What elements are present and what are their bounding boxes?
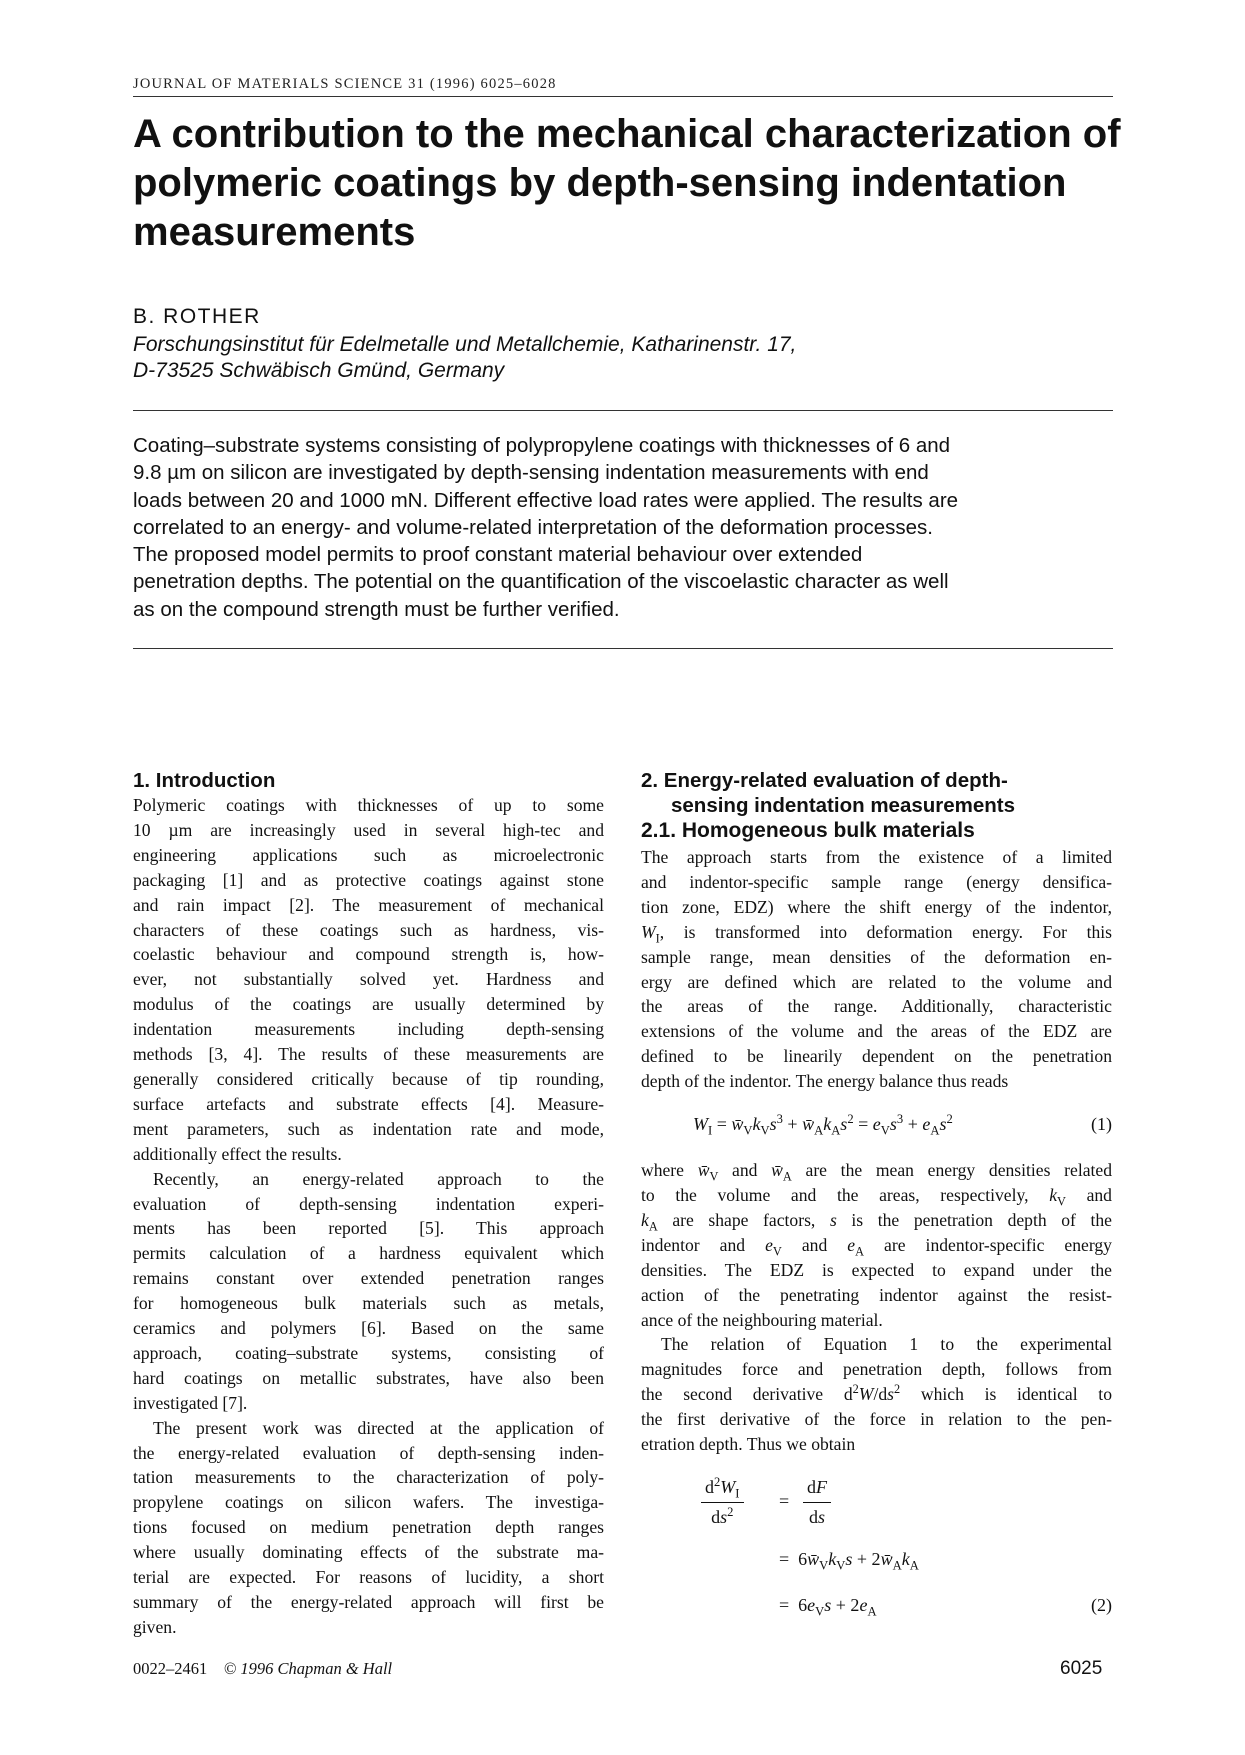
text-line: coelastic behaviour and compound strength is, how- <box>133 944 604 965</box>
text-line: The approach starts from the existence of a limited <box>641 847 1112 867</box>
equation-1-body: $W_I$ = $w̄_Vk_Vs^3$ + $w̄_Ak_As^2 = e_Vs^3 + e_As^2$ <box>693 1112 953 1138</box>
text-fragment: and <box>801 1234 828 1255</box>
text-line: tion zone, EDZ) where the shift energy of the indentor, <box>641 896 1112 917</box>
equation-1 <box>641 1098 1112 1154</box>
text-line: approach, coating–substrate systems, consisting of <box>133 1342 604 1363</box>
text-line: sample range, mean densities of the deformation en- <box>641 946 1112 967</box>
text-line: and indentor-specific sample range (energy densifica- <box>641 871 1112 892</box>
abstract-rule-bottom <box>133 648 1113 649</box>
author-name: B. ROTHER <box>133 305 261 328</box>
left-column <box>133 768 604 1640</box>
text-line: ments has been reported [5]. This approach <box>133 1218 604 1239</box>
text-line: where $w̄_V$ and $w̄_A$ are the mean energy densities related <box>641 1160 1113 1184</box>
text-line: tions focused on medium penetration depth ranges <box>133 1517 604 1538</box>
equation-2-line-3: = $6e_Vs + 2e_A$ <box>779 1594 877 1619</box>
equation-2-lhs-fraction: $\frac{d^2W_I}{ds^2}$ <box>701 1475 744 1530</box>
text-line: densities. The EDZ is expected to expand under the <box>641 1259 1112 1280</box>
section-heading-line: 2. Energy-related evaluation of depth- <box>641 769 1008 792</box>
text-line: indentor and $e_V$ and $e_A$ are indentor-specific energy <box>641 1234 1112 1259</box>
subsection-heading: 2.1. Homogeneous bulk materials <box>641 819 975 842</box>
text-line: 10 µm are increasingly used in several high-tec and <box>133 819 604 840</box>
equation-number: (2) <box>1091 1594 1112 1615</box>
text-line: ergy are defined which are related to the volume and <box>641 971 1112 992</box>
affiliation-line: Forschungsinstitut für Edelmetalle und Metallchemie, Katharinenstr. 17, <box>133 333 797 356</box>
equation-2-rhs-fraction: $\frac{dF}{ds}$ <box>803 1475 831 1530</box>
abstract-line: 9.8 µm on silicon are investigated by depth-sensing indentation measurements with end <box>133 461 929 485</box>
text-line: Recently, an energy-related approach to the <box>153 1168 604 1189</box>
header-rule <box>133 96 1113 97</box>
abstract-rule-top <box>133 410 1113 411</box>
text-line: evaluation of depth-sensing indentation experi- <box>133 1193 604 1214</box>
text-line: ance of the neighbouring material. <box>641 1309 883 1330</box>
abstract-line: The proposed model permits to proof constant material behaviour over extended <box>133 543 863 567</box>
equation-2-equals: = <box>779 1490 790 1511</box>
energy-paragraph-2 <box>641 1158 1112 1332</box>
footer-issn <box>133 1659 392 1679</box>
author-affiliation <box>133 332 1033 384</box>
section-heading-energy <box>641 768 1112 818</box>
intro-paragraph-3 <box>133 1416 604 1640</box>
text-line: $k_A$ are shape factors, s is the penetration depth of the <box>641 1209 1112 1234</box>
text-fragment: and <box>1086 1184 1112 1205</box>
text-line: remains constant over extended penetration ranges <box>133 1268 604 1289</box>
text-fragment: which is identical to <box>920 1384 1112 1405</box>
copyright: © 1996 Chapman & Hall <box>223 1659 393 1678</box>
section-heading-line: sensing indentation measurements <box>671 794 1016 817</box>
text-line: generally considered critically because of tip rounding, <box>133 1068 604 1089</box>
text-line: action of the penetrating indentor against the resist- <box>641 1284 1112 1305</box>
text-fragment: and <box>732 1160 758 1181</box>
intro-paragraph-1 <box>133 793 604 1167</box>
journal-header: JOURNAL OF MATERIALS SCIENCE 31 (1996) 6025–6028 <box>133 76 557 92</box>
text-line: The relation of Equation 1 to the experimental <box>661 1334 1112 1355</box>
text-line: modulus of the coatings are usually determined by <box>133 994 604 1015</box>
equation-2-line-2: = $6w̄_Vk_Vs$ + $2w̄_Ak_A$ <box>779 1548 919 1573</box>
text-line: tation measurements to the characterization of poly- <box>133 1467 604 1488</box>
text-line: characters of these coatings such as hardness, vis- <box>133 919 604 940</box>
text-fragment: to the volume and the areas, respectively, <box>641 1184 1029 1205</box>
text-line: methods [3, 4]. The results of these measurements are <box>133 1044 604 1065</box>
abstract-line: loads between 20 and 1000 mN. Different effective load rates were applied. The results are <box>133 488 959 512</box>
text-line: ever, not substantially solved yet. Hardness and <box>133 969 604 990</box>
abstract-line: Coating–substrate systems consisting of polypropylene coatings with thicknesses of 6 and <box>133 434 951 457</box>
text-fragment: is the penetration depth of the <box>851 1209 1112 1230</box>
text-line: investigated [7]. <box>133 1392 248 1413</box>
text-line: hard coatings on metallic substrates, have also been <box>133 1367 604 1388</box>
text-line: $W_I$, is transformed into deformation energy. For this <box>641 921 1112 946</box>
energy-paragraph-1 <box>641 845 1112 1094</box>
abstract-line: correlated to an energy- and volume-related interpretation of the deformation processes. <box>133 515 933 539</box>
text-line: engineering applications such as microelectronic <box>133 844 604 865</box>
text-fragment: are indentor-specific energy <box>884 1234 1112 1255</box>
text-fragment: is transformed into deformation energy. For this <box>683 921 1112 942</box>
page-number: 6025 <box>1060 1658 1103 1679</box>
text-line: depth of the indentor. The energy balance thus reads <box>641 1071 1009 1092</box>
text-line: etration depth. Thus we obtain <box>641 1434 856 1455</box>
abstract-line: penetration depths. The potential on the quantification of the viscoelastic character as well <box>133 570 949 594</box>
text-line: terial are expected. For reasons of lucidity, a short <box>133 1567 604 1588</box>
text-fragment: the second derivative <box>641 1384 824 1405</box>
text-line: permits calculation of a hardness equivalent which <box>133 1243 604 1264</box>
intro-paragraph-2 <box>133 1167 604 1416</box>
text-fragment: indentor and <box>641 1234 746 1255</box>
abstract-line: as on the compound strength must be further verified. <box>133 597 620 621</box>
affiliation-line: D-73525 Schwäbisch Gmünd, Germany <box>133 359 505 382</box>
text-fragment: are shape factors, <box>672 1209 816 1230</box>
text-line: given. <box>133 1616 177 1637</box>
text-line: the areas of the range. Additionally, characteristic <box>641 996 1112 1017</box>
text-line: propylene coatings on silicon wafers. The investiga- <box>133 1492 604 1513</box>
text-line: additionally effect the results. <box>133 1143 342 1164</box>
text-line: the energy-related evaluation of depth-sensing inden- <box>133 1442 604 1463</box>
text-line: extensions of the volume and the areas of the EDZ are <box>641 1021 1112 1042</box>
text-line: ment parameters, such as indentation rate and mode, <box>133 1118 604 1139</box>
text-line: defined to be linearily dependent on the penetration <box>641 1046 1112 1067</box>
energy-paragraph-3 <box>641 1332 1112 1457</box>
equation-2 <box>641 1457 1112 1617</box>
text-line: magnitudes force and penetration depth, follows from <box>641 1359 1112 1380</box>
equation-number: (1) <box>1091 1114 1112 1135</box>
text-line: and rain impact [2]. The measurement of mechanical <box>133 894 604 915</box>
abstract <box>133 432 1113 623</box>
text-line: ceramics and polymers [6]. Based on the same <box>133 1318 604 1339</box>
text-fragment: are the mean energy densities related <box>805 1160 1113 1181</box>
text-fragment: where <box>641 1160 684 1181</box>
text-line: the second derivative $d^2W/ds^2$ which is identical to <box>641 1382 1112 1405</box>
text-line: to the volume and the areas, respectively, $k_V$ and <box>641 1184 1112 1209</box>
section-heading-introduction: 1. Introduction <box>133 769 276 792</box>
text-line: for homogeneous bulk materials such as metals, <box>133 1293 604 1314</box>
issn: 0022–2461 <box>133 1659 208 1678</box>
text-line: The present work was directed at the application of <box>153 1417 604 1438</box>
text-line: Polymeric coatings with thicknesses of up to some <box>133 795 604 815</box>
text-line: the first derivative of the force in relation to the pen- <box>641 1409 1112 1430</box>
text-line: summary of the energy-related approach will first be <box>133 1592 604 1612</box>
text-line: surface artefacts and substrate effects [4]. Measure- <box>133 1093 604 1114</box>
text-line: packaging [1] and as protective coatings against stone <box>133 869 604 890</box>
paper-title: A contribution to the mechanical characterization of polymeric coatings by depth-sensing indentation measurements <box>133 112 1121 254</box>
text-line: where usually dominating effects of the substrate ma- <box>133 1542 604 1563</box>
text-line: indentation measurements including depth-sensing <box>133 1019 604 1040</box>
right-column <box>641 768 1112 1617</box>
